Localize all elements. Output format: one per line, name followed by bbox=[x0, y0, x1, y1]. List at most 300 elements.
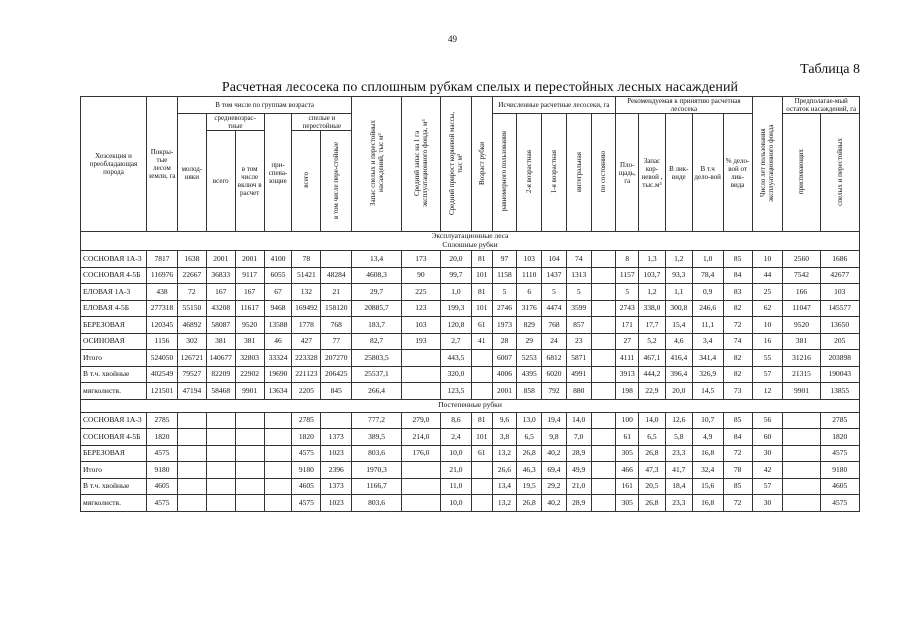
table-cell bbox=[401, 495, 440, 512]
table-cell: 1023 bbox=[321, 445, 352, 462]
table-cell: 43208 bbox=[206, 300, 235, 317]
table-cell bbox=[591, 478, 616, 495]
table-cell bbox=[177, 412, 206, 429]
table-cell: 46892 bbox=[177, 317, 206, 334]
hdr-avg-stock: Средний запас на 1 га эксплуатационного фонда, м³ bbox=[401, 97, 440, 232]
row-label: мягколиств. bbox=[81, 495, 147, 512]
table-row bbox=[81, 317, 860, 334]
section-exploitation-forests: Эксплуатационные леса bbox=[81, 232, 860, 242]
table-cell: 6055 bbox=[264, 267, 292, 284]
row-label: мягколиств. bbox=[81, 383, 147, 400]
table-cell bbox=[783, 412, 820, 429]
hdr-rec-liq: В лик-виде bbox=[665, 114, 692, 232]
table-cell: 1820 bbox=[820, 429, 859, 446]
row-label: СОСНОВАЯ 1А-3 bbox=[81, 251, 147, 268]
hdr-section: Хозсекция и преобладающая порода bbox=[81, 97, 147, 232]
table-cell: 1373 bbox=[321, 478, 352, 495]
table-cell: 61 bbox=[616, 429, 639, 446]
hdr-calc5: по состоянию bbox=[591, 114, 616, 232]
table-cell: 190043 bbox=[820, 366, 859, 383]
table-cell: 82 bbox=[723, 350, 752, 367]
hdr-rem2: спелых и перестойных bbox=[820, 114, 859, 232]
table-cell: 77 bbox=[321, 333, 352, 350]
table-cell: 28 bbox=[492, 333, 517, 350]
table-cell: 438 bbox=[147, 284, 178, 301]
table-cell: 85 bbox=[723, 251, 752, 268]
table-cell: 85 bbox=[723, 478, 752, 495]
table-cell: 40,2 bbox=[542, 495, 567, 512]
hdr-calc1: равномерного пользования bbox=[492, 114, 517, 232]
table-row bbox=[81, 429, 860, 446]
table-cell: 74 bbox=[723, 333, 752, 350]
table-cell: 10 bbox=[752, 251, 783, 268]
table-cell bbox=[177, 445, 206, 462]
row-label: СОСНОВАЯ 4-5Б bbox=[81, 429, 147, 446]
table-cell: 6020 bbox=[542, 366, 567, 383]
table-cell: 44 bbox=[752, 267, 783, 284]
table-cell bbox=[235, 462, 264, 479]
table-cell: 14,5 bbox=[692, 383, 723, 400]
table-cell: 1156 bbox=[147, 333, 178, 350]
table-cell: 11617 bbox=[235, 300, 264, 317]
table-cell: 302 bbox=[177, 333, 206, 350]
table-cell: 47194 bbox=[177, 383, 206, 400]
table-row bbox=[81, 333, 860, 350]
table-cell: 4474 bbox=[542, 300, 567, 317]
table-cell: 166 bbox=[783, 284, 820, 301]
table-cell: 4,6 bbox=[665, 333, 692, 350]
table-cell: 83 bbox=[723, 284, 752, 301]
table-cell: 2560 bbox=[783, 251, 820, 268]
table-cell: 25 bbox=[752, 284, 783, 301]
table-cell: 72 bbox=[723, 317, 752, 334]
table-cell: 12 bbox=[752, 383, 783, 400]
row-label: ОСИНОВАЯ bbox=[81, 333, 147, 350]
table-cell: 101 bbox=[471, 300, 492, 317]
table-cell: 1,1 bbox=[665, 284, 692, 301]
hdr-rec-pct: % дело-вой от лик-вида bbox=[723, 114, 752, 232]
table-title: Расчетная лесосека по сплошным рубкам спелых и перестойных лесных насаждений bbox=[221, 80, 739, 95]
table-row bbox=[81, 300, 860, 317]
table-cell: 21,0 bbox=[441, 462, 472, 479]
table-cell: 41,7 bbox=[665, 462, 692, 479]
table-cell: 845 bbox=[321, 383, 352, 400]
table-cell bbox=[591, 284, 616, 301]
table-cell: 8 bbox=[616, 251, 639, 268]
table-cell: 24 bbox=[542, 333, 567, 350]
table-cell: 29,7 bbox=[352, 284, 402, 301]
table-cell: 300,8 bbox=[665, 300, 692, 317]
table-cell: 1820 bbox=[292, 429, 321, 446]
table-cell: 93,3 bbox=[665, 267, 692, 284]
table-cell: 5871 bbox=[566, 350, 591, 367]
table-cell: 173 bbox=[401, 251, 440, 268]
table-cell: 381 bbox=[783, 333, 820, 350]
table-row bbox=[81, 350, 860, 367]
table-cell: 42 bbox=[752, 462, 783, 479]
table-cell bbox=[235, 495, 264, 512]
table-cell: 9,6 bbox=[492, 412, 517, 429]
table-cell: 40,2 bbox=[542, 445, 567, 462]
table-cell: 48284 bbox=[321, 267, 352, 284]
table-cell: 72 bbox=[723, 495, 752, 512]
table-cell: 19690 bbox=[264, 366, 292, 383]
table-cell bbox=[591, 317, 616, 334]
table-cell: 205 bbox=[820, 333, 859, 350]
table-cell: 381 bbox=[235, 333, 264, 350]
table-cell: 31216 bbox=[783, 350, 820, 367]
table-cell: 11,0 bbox=[441, 478, 472, 495]
table-cell: 42677 bbox=[820, 267, 859, 284]
row-label: БЕРЕЗОВАЯ bbox=[81, 317, 147, 334]
table-cell: 381 bbox=[206, 333, 235, 350]
table-cell: 20885,7 bbox=[352, 300, 402, 317]
table-cell: 72 bbox=[723, 445, 752, 462]
table-cell: 5 bbox=[566, 284, 591, 301]
table-cell: 57 bbox=[752, 478, 783, 495]
table-cell: 4575 bbox=[292, 495, 321, 512]
table-cell bbox=[591, 333, 616, 350]
table-cell: 9468 bbox=[264, 300, 292, 317]
table-cell: 4111 bbox=[616, 350, 639, 367]
hdr-calc3: 1-я возрастная bbox=[542, 114, 567, 232]
table-cell bbox=[401, 350, 440, 367]
row-label: Итого bbox=[81, 350, 147, 367]
table-row bbox=[81, 462, 860, 479]
table-cell: 27 bbox=[616, 333, 639, 350]
table-cell: 2205 bbox=[292, 383, 321, 400]
table-cell: 198 bbox=[616, 383, 639, 400]
table-cell: 14,0 bbox=[566, 412, 591, 429]
table-cell: 72 bbox=[177, 284, 206, 301]
table-cell: 792 bbox=[542, 383, 567, 400]
table-cell bbox=[591, 462, 616, 479]
table-cell bbox=[471, 366, 492, 383]
table-cell: 176,0 bbox=[401, 445, 440, 462]
table-cell: 11,1 bbox=[692, 317, 723, 334]
table-cell: 1973 bbox=[492, 317, 517, 334]
table-cell bbox=[401, 366, 440, 383]
row-label: СОСНОВАЯ 1А-3 bbox=[81, 412, 147, 429]
table-cell: 36833 bbox=[206, 267, 235, 284]
table-cell: 857 bbox=[566, 317, 591, 334]
table-cell bbox=[206, 412, 235, 429]
table-cell: 1157 bbox=[616, 267, 639, 284]
table-cell: 49,9 bbox=[566, 462, 591, 479]
table-cell: 100 bbox=[616, 412, 639, 429]
table-cell bbox=[321, 251, 352, 268]
table-cell: 6812 bbox=[542, 350, 567, 367]
table-cell: 341,4 bbox=[692, 350, 723, 367]
table-cell: 29,2 bbox=[542, 478, 567, 495]
table-cell: 466 bbox=[616, 462, 639, 479]
table-cell bbox=[264, 478, 292, 495]
table-cell: 4605 bbox=[820, 478, 859, 495]
table-cell: 829 bbox=[517, 317, 542, 334]
table-cell: 1970,3 bbox=[352, 462, 402, 479]
table-cell: 880 bbox=[566, 383, 591, 400]
table-cell: 30 bbox=[752, 445, 783, 462]
table-row bbox=[81, 267, 860, 284]
hdr-rem1: приспевающих bbox=[783, 114, 820, 232]
table-cell: 9520 bbox=[783, 317, 820, 334]
table-cell: 2001 bbox=[235, 251, 264, 268]
table-cell bbox=[591, 383, 616, 400]
table-cell: 23 bbox=[566, 333, 591, 350]
table-cell: 9,8 bbox=[542, 429, 567, 446]
table-cell: 26,8 bbox=[639, 495, 666, 512]
table-cell: 18,4 bbox=[665, 478, 692, 495]
table-cell: 9180 bbox=[292, 462, 321, 479]
table-cell: 169492 bbox=[292, 300, 321, 317]
table-cell bbox=[235, 429, 264, 446]
table-cell: 74 bbox=[566, 251, 591, 268]
allowable-cut-table bbox=[80, 96, 860, 512]
table-cell: 15,4 bbox=[665, 317, 692, 334]
table-cell: 4395 bbox=[517, 366, 542, 383]
table-cell: 13,2 bbox=[492, 445, 517, 462]
table-cell bbox=[206, 495, 235, 512]
table-cell: 85 bbox=[723, 412, 752, 429]
hdr-middle: средневозрас-тные bbox=[206, 114, 264, 131]
table-cell bbox=[235, 412, 264, 429]
table-cell: 7,0 bbox=[566, 429, 591, 446]
table-cell: 467,1 bbox=[639, 350, 666, 367]
table-cell: 4,9 bbox=[692, 429, 723, 446]
table-cell: 1,0 bbox=[441, 284, 472, 301]
table-cell bbox=[591, 300, 616, 317]
table-cell: 90 bbox=[401, 267, 440, 284]
table-cell: 2,7 bbox=[441, 333, 472, 350]
table-cell: 57 bbox=[752, 366, 783, 383]
table-cell: 26,8 bbox=[517, 445, 542, 462]
table-cell: 103 bbox=[517, 251, 542, 268]
table-cell bbox=[401, 478, 440, 495]
table-cell: 4575 bbox=[820, 495, 859, 512]
table-cell bbox=[783, 445, 820, 462]
table-cell: 9901 bbox=[783, 383, 820, 400]
table-cell: 1638 bbox=[177, 251, 206, 268]
table-cell: 2785 bbox=[292, 412, 321, 429]
table-cell: 402549 bbox=[147, 366, 178, 383]
table-cell: 2001 bbox=[492, 383, 517, 400]
table-cell: 58087 bbox=[206, 317, 235, 334]
table-cell: 20,0 bbox=[665, 383, 692, 400]
table-cell: 326,9 bbox=[692, 366, 723, 383]
table-cell: 12,6 bbox=[665, 412, 692, 429]
table-cell: 2396 bbox=[321, 462, 352, 479]
hdr-calc2: 2-я возрастная bbox=[517, 114, 542, 232]
table-cell: 4100 bbox=[264, 251, 292, 268]
table-cell: 444,2 bbox=[639, 366, 666, 383]
page-number: 49 bbox=[448, 34, 457, 44]
table-cell: 9180 bbox=[147, 462, 178, 479]
table-cell: 10,0 bbox=[441, 445, 472, 462]
table-cell: 123 bbox=[401, 300, 440, 317]
table-cell: 443,5 bbox=[441, 350, 472, 367]
table-cell: 145577 bbox=[820, 300, 859, 317]
table-cell: 23,3 bbox=[665, 495, 692, 512]
table-cell: 5,8 bbox=[665, 429, 692, 446]
table-cell: 5 bbox=[492, 284, 517, 301]
table-row bbox=[81, 366, 860, 383]
table-cell: 214,0 bbox=[401, 429, 440, 446]
table-cell: 9180 bbox=[820, 462, 859, 479]
table-cell: 389,5 bbox=[352, 429, 402, 446]
table-cell: 10,0 bbox=[441, 495, 472, 512]
hdr-young: молод-няки bbox=[177, 114, 206, 232]
table-cell: 22,9 bbox=[639, 383, 666, 400]
table-cell: 803,6 bbox=[352, 495, 402, 512]
table-cell: 199,3 bbox=[441, 300, 472, 317]
table-cell bbox=[264, 445, 292, 462]
table-cell: 55 bbox=[752, 350, 783, 367]
table-cell: 320,0 bbox=[441, 366, 472, 383]
table-cell: 16,8 bbox=[692, 495, 723, 512]
table-cell: 19,4 bbox=[542, 412, 567, 429]
table-cell bbox=[264, 462, 292, 479]
hdr-calc: Исчисленные расчетные лесосеки, га bbox=[492, 97, 616, 114]
table-cell: 1,2 bbox=[665, 251, 692, 268]
table-cell: 777,2 bbox=[352, 412, 402, 429]
table-cell bbox=[783, 478, 820, 495]
table-cell: 132 bbox=[292, 284, 321, 301]
table-cell: 13,4 bbox=[492, 478, 517, 495]
hdr-years: Число лет пользования эксплуатационного фонда bbox=[752, 97, 783, 232]
table-cell: 30 bbox=[752, 495, 783, 512]
table-cell: 5,2 bbox=[639, 333, 666, 350]
table-cell: 266,4 bbox=[352, 383, 402, 400]
table-cell bbox=[264, 495, 292, 512]
table-cell: 221123 bbox=[292, 366, 321, 383]
table-cell: 28,9 bbox=[566, 445, 591, 462]
table-cell: 6,5 bbox=[639, 429, 666, 446]
table-cell bbox=[591, 350, 616, 367]
table-cell: 73 bbox=[723, 383, 752, 400]
table-cell bbox=[471, 383, 492, 400]
table-cell: 1023 bbox=[321, 495, 352, 512]
table-cell bbox=[264, 412, 292, 429]
table-row bbox=[81, 495, 860, 512]
table-cell: 82209 bbox=[206, 366, 235, 383]
table-row bbox=[81, 383, 860, 400]
table-cell: 99,7 bbox=[441, 267, 472, 284]
table-cell: 13,0 bbox=[517, 412, 542, 429]
table-cell: 3913 bbox=[616, 366, 639, 383]
table-cell: 524050 bbox=[147, 350, 178, 367]
table-cell: 17,7 bbox=[639, 317, 666, 334]
table-cell: 9117 bbox=[235, 267, 264, 284]
table-cell: 32803 bbox=[235, 350, 264, 367]
table-cell: 78 bbox=[723, 462, 752, 479]
table-cell: 1166,7 bbox=[352, 478, 402, 495]
table-cell: 103 bbox=[820, 284, 859, 301]
table-cell: 1110 bbox=[517, 267, 542, 284]
table-row bbox=[81, 251, 860, 268]
table-cell: 7817 bbox=[147, 251, 178, 268]
table-cell: 7542 bbox=[783, 267, 820, 284]
table-cell: 81 bbox=[471, 412, 492, 429]
table-cell: 21,0 bbox=[566, 478, 591, 495]
hdr-rec: Рекомендуемая к принятию расчетная лесосека bbox=[616, 97, 752, 114]
hdr-rem: Предполагае-мый остаток насаждений, га bbox=[783, 97, 860, 114]
table-cell: 803,6 bbox=[352, 445, 402, 462]
table-cell: 67 bbox=[264, 284, 292, 301]
table-cell: 416,4 bbox=[665, 350, 692, 367]
table-cell: 305 bbox=[616, 445, 639, 462]
table-cell: 97 bbox=[492, 251, 517, 268]
table-cell: 203898 bbox=[820, 350, 859, 367]
table-cell: 28,9 bbox=[566, 495, 591, 512]
table-cell: 279,0 bbox=[401, 412, 440, 429]
row-label: Итого bbox=[81, 462, 147, 479]
table-cell: 46,3 bbox=[517, 462, 542, 479]
table-cell bbox=[591, 267, 616, 284]
table-cell: 1820 bbox=[147, 429, 178, 446]
table-cell: 13,4 bbox=[352, 251, 402, 268]
table-cell: 21315 bbox=[783, 366, 820, 383]
table-cell: 3,4 bbox=[692, 333, 723, 350]
table-cell: 121501 bbox=[147, 383, 178, 400]
hdr-avg-growth: Средний прирост корневой массы, тыс м³ bbox=[441, 97, 472, 232]
table-cell: 8,6 bbox=[441, 412, 472, 429]
table-cell: 223328 bbox=[292, 350, 321, 367]
table-cell: 60 bbox=[752, 429, 783, 446]
hdr-middle-total: всего bbox=[206, 131, 235, 232]
table-cell bbox=[471, 350, 492, 367]
table-cell: 183,7 bbox=[352, 317, 402, 334]
table-cell: 13588 bbox=[264, 317, 292, 334]
row-label: ЕЛОВАЯ 1А-3 bbox=[81, 284, 147, 301]
table-cell: 120345 bbox=[147, 317, 178, 334]
table-cell: 4605 bbox=[292, 478, 321, 495]
table-cell bbox=[206, 445, 235, 462]
table-cell: 51421 bbox=[292, 267, 321, 284]
hdr-by-groups: В том числе по группам возраста bbox=[177, 97, 351, 114]
table-cell: 4575 bbox=[292, 445, 321, 462]
table-cell: 10,7 bbox=[692, 412, 723, 429]
table-row bbox=[81, 284, 860, 301]
table-cell: 207270 bbox=[321, 350, 352, 367]
table-number: Таблица 8 bbox=[800, 62, 860, 77]
table-cell: 6 bbox=[517, 284, 542, 301]
table-cell: 0,9 bbox=[692, 284, 723, 301]
table-cell: 13855 bbox=[820, 383, 859, 400]
table-cell bbox=[783, 462, 820, 479]
table-cell: 6007 bbox=[492, 350, 517, 367]
table-cell: 13650 bbox=[820, 317, 859, 334]
table-cell: 338,0 bbox=[639, 300, 666, 317]
hdr-ripe-total: всего bbox=[292, 131, 321, 232]
table-cell: 206425 bbox=[321, 366, 352, 383]
table-cell: 55150 bbox=[177, 300, 206, 317]
table-cell bbox=[235, 478, 264, 495]
hdr-ripe: спелые и перестойные bbox=[292, 114, 352, 131]
table-cell bbox=[177, 429, 206, 446]
table-cell: 1,2 bbox=[639, 284, 666, 301]
table-cell: 246,6 bbox=[692, 300, 723, 317]
table-cell bbox=[591, 412, 616, 429]
table-cell: 4605 bbox=[147, 478, 178, 495]
hdr-calc4: интегральная bbox=[566, 114, 591, 232]
table-cell bbox=[783, 429, 820, 446]
table-cell: 47,3 bbox=[639, 462, 666, 479]
table-cell: 104 bbox=[542, 251, 567, 268]
table-cell: 25537,1 bbox=[352, 366, 402, 383]
table-cell bbox=[471, 478, 492, 495]
table-cell: 23,3 bbox=[665, 445, 692, 462]
table-cell: 11047 bbox=[783, 300, 820, 317]
